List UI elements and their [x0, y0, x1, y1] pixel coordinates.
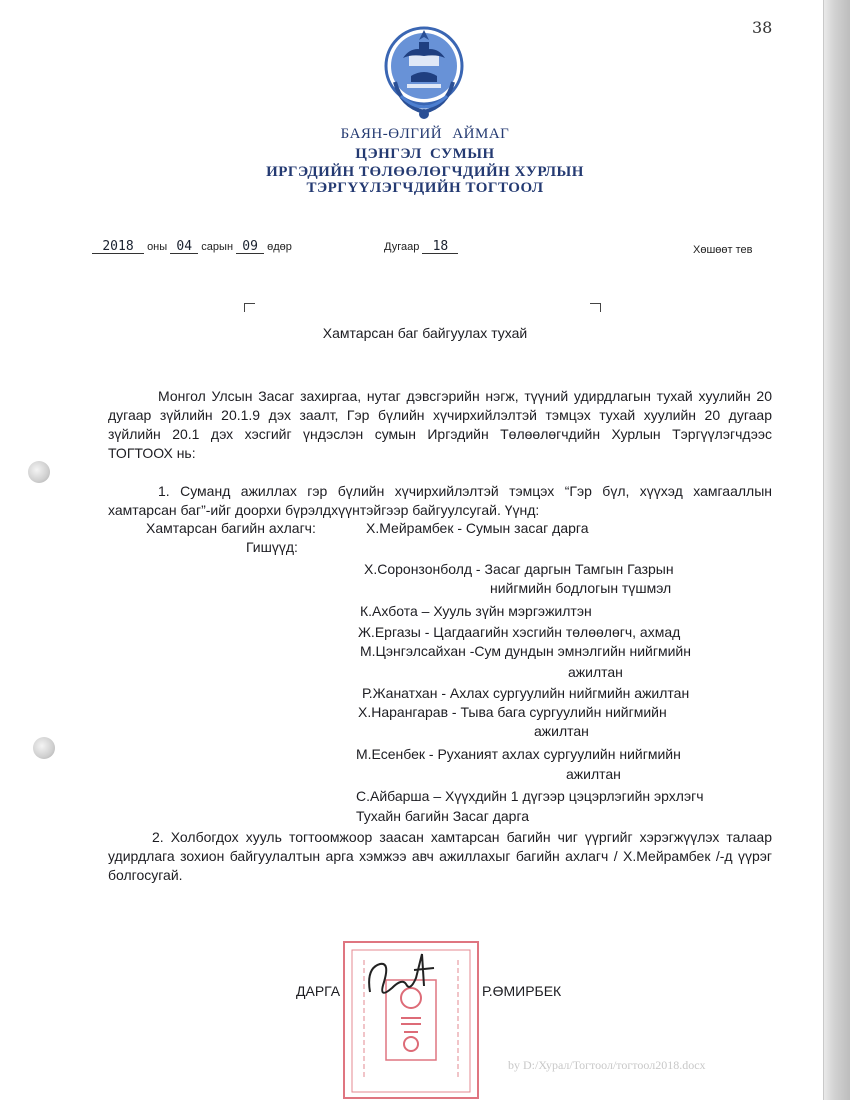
subject-title: Хамтарсан баг байгуулах тухай: [322, 325, 528, 341]
item2-paragraph: 2. Холбогдох хууль тогтоомжоор заасан хамтарсан багийн чиг үүргийг хэрэгжүүлэх талаар удирдлага зохион байгуулалтын арга хэмжээ авч ажиллахыг багийн ахлагч / Х.Мейрамбек /-д үүрэг болгосугай.: [108, 829, 772, 883]
leader-label: Хамтарсан багийн ахлагч:: [146, 520, 316, 536]
month-label: сарын: [201, 241, 234, 253]
sum-title: ЦЭНГЭЛ СУМЫН: [355, 146, 495, 162]
member-line: Р.Жанатхан - Ахлах сургуулийн нийгмийн ажилтан: [362, 685, 690, 701]
number-value: 18: [422, 240, 458, 254]
leader-value: Х.Мейрамбек - Сумын засаг дарга: [366, 520, 589, 536]
page-number: 38: [752, 18, 773, 37]
signatory-name: Р.ӨМИРБЕК: [482, 983, 562, 999]
member-line: С.Айбарша – Хүүхдийн 1 дүгээр цэцэрлэгийн эрхлэгч: [356, 788, 704, 804]
handwritten-signature: [362, 948, 452, 1004]
month-value: 04: [170, 240, 198, 254]
member-line: Х.Нарангарав - Тыва бага сургуулийн нийгмийн: [358, 704, 667, 720]
year-value: 2018: [92, 240, 144, 254]
member-line: М.Есенбек - Руханият ахлах сургуулийн нийгмийн: [356, 746, 681, 762]
year-label: оны: [147, 241, 168, 253]
file-path-footer: by D:/Хурал/Тогтоол/тогтоол2018.docx: [508, 1058, 706, 1072]
state-emblem-icon: [381, 20, 467, 124]
member-line: Ж.Ергазы - Цагдаагийн хэсгийн төлөөлөгч, ахмад: [358, 624, 681, 640]
number-label: Дугаар: [384, 241, 420, 253]
date-line: [92, 240, 292, 254]
corner-mark-right: [590, 303, 601, 312]
preamble-paragraph: Монгол Улсын Засаг захиргаа, нутаг дэвсгэрийн нэгж, түүний удирдлагын тухай хуулийн 20 дугаар зүйлийн 20.1.9 дэх заалт, Гэр бүлийн хүчирхийлэлтэй тэмцэх тухай хуулийн 20 дугаар зүйлийн 20.1 дэх хэсгийг үндэслэн сумын Иргэдийн Төлөөлөгчдийн Хурлын Тэргүүлэгчдээс ТОГТООХ нь:: [108, 388, 772, 461]
punch-hole: [33, 737, 55, 759]
member-line-cont: ажилтан: [568, 664, 623, 680]
number-line: [384, 240, 458, 254]
aimag-title: БАЯН-ӨЛГИЙ АЙМАГ: [340, 126, 510, 142]
member-line-cont: ажилтан: [534, 723, 589, 739]
member-line: К.Ахбота – Хууль зүйн мэргэжилтэн: [360, 603, 592, 619]
council-title: ИРГЭДИЙН ТӨЛӨӨЛӨГЧДИЙН ХУРЛЫН: [266, 164, 584, 180]
members-label: Гишүүд:: [246, 539, 298, 555]
member-line-cont: нийгмийн бодлогын түшмэл: [490, 580, 672, 596]
member-line-cont: Тухайн багийн Засаг дарга: [356, 808, 530, 824]
corner-mark-left: [244, 303, 255, 312]
day-value: 09: [236, 240, 264, 254]
resolution-title: ТЭРГҮҮЛЭГЧДИЙН ТОГТООЛ: [306, 180, 544, 196]
item1-paragraph: 1. Суманд ажиллах гэр бүлийн хүчирхийлэлтэй тэмцэх “Гэр бүл, хүүхэд хамгааллын хамтарсан баг”-ийг доорхи бүрэлдхүүнтэйгээр байгуулсугай. Үүнд:: [108, 483, 772, 518]
member-line: М.Цэнгэлсайхан -Сум дундын эмнэлгийн нийгмийн: [360, 643, 691, 659]
signature-title: ДАРГА: [296, 983, 341, 999]
member-line: Х.Соронзонболд - Засаг даргын Тамгын Газрын: [364, 561, 674, 577]
place-name: Хөшөөт тев: [693, 244, 753, 256]
day-label: өдөр: [267, 241, 292, 253]
member-line-cont: ажилтан: [566, 766, 621, 782]
punch-hole: [28, 461, 50, 483]
